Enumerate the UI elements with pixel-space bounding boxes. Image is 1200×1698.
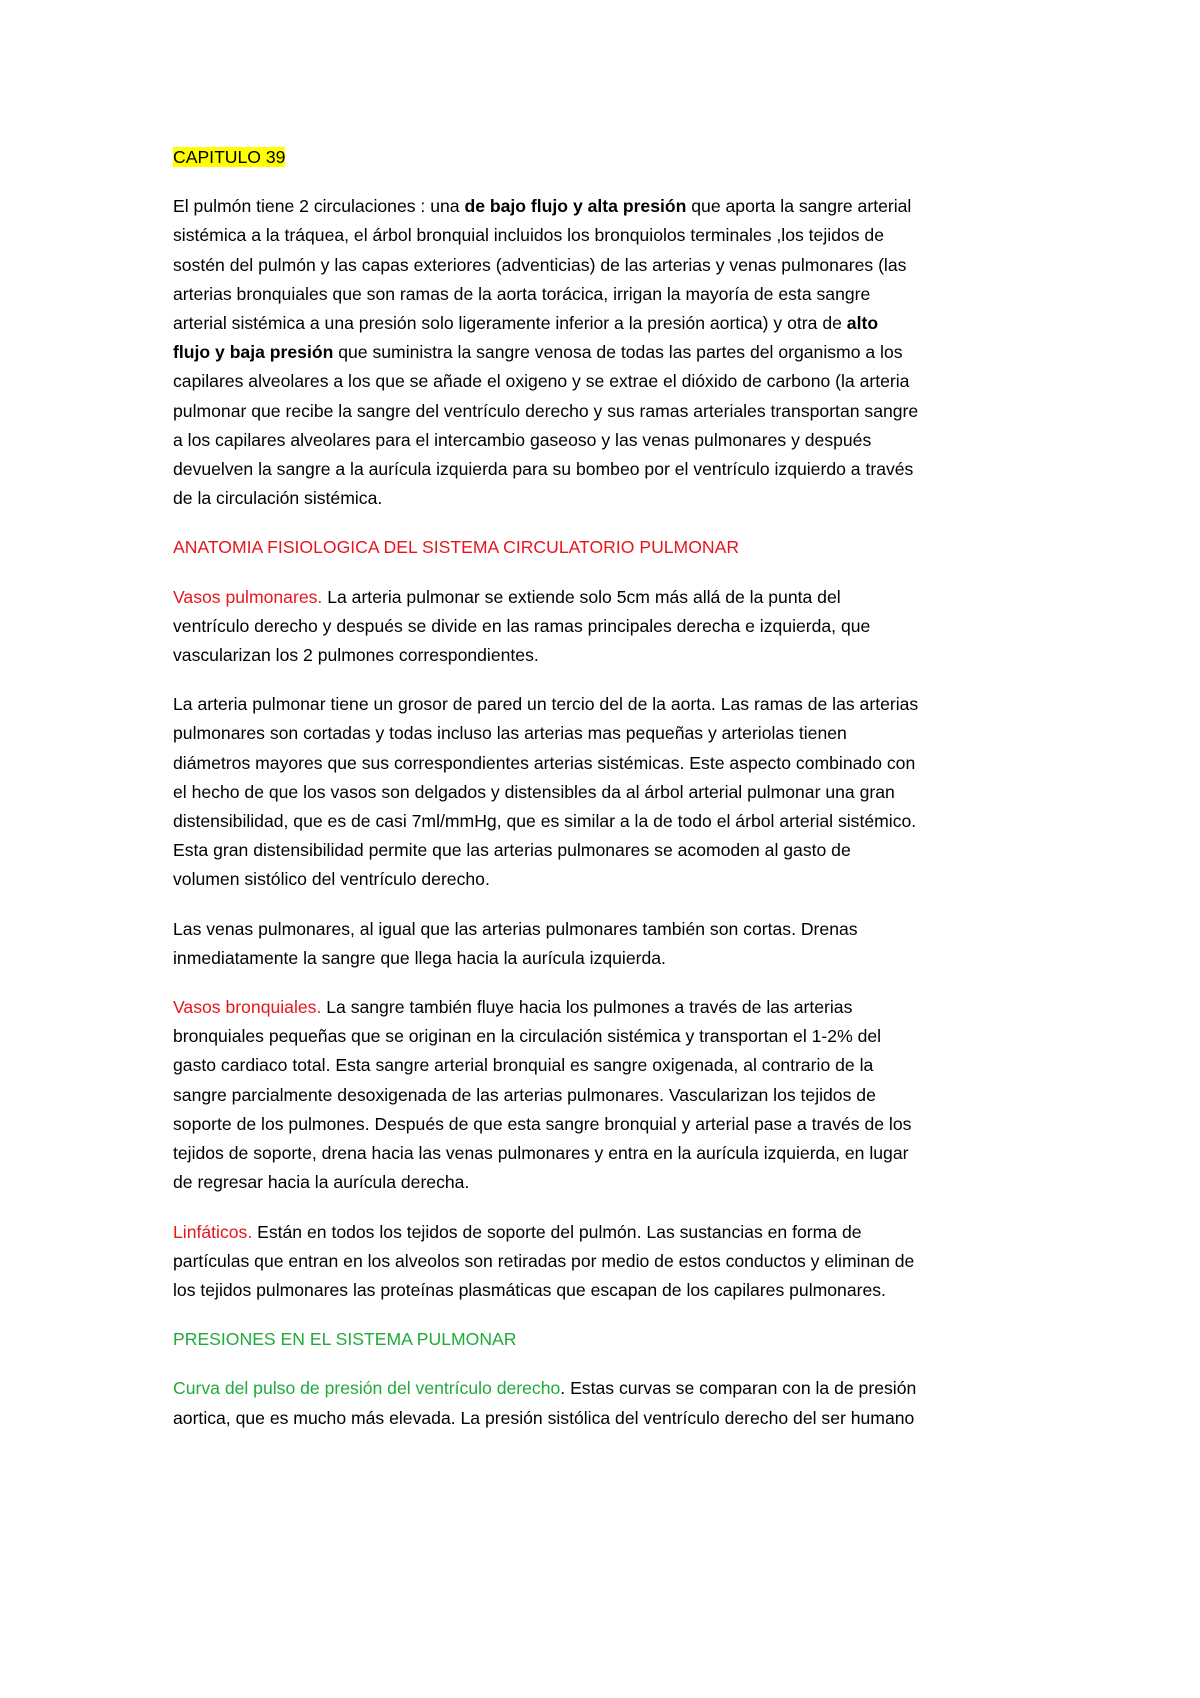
text-line	[173, 192, 1040, 221]
text-line: volumen sistólico del ventrículo derecho.	[173, 869, 490, 890]
text-line: a los capilares alveolares para el intercambio gaseoso y las venas pulmonares y después	[173, 429, 872, 450]
text-run: La arteria pulmonar se extiende solo 5cm más allá de la punta del	[322, 586, 841, 607]
text-run: El pulmón tiene 2 circulaciones : una	[173, 196, 465, 217]
text-line: diámetros mayores que sus correspondientes arterias sistémicas. Este aspecto combinado con	[173, 752, 916, 773]
arteria-pulmonar-paragraph	[173, 690, 1040, 894]
section-heading-anatomia: ANATOMIA FISIOLOGICA DEL SISTEMA CIRCULATORIO PULMONAR	[173, 537, 740, 558]
text-line: bronquiales pequeñas que se originan en la circulación sistémica y transportan el 1-2% del	[173, 1026, 882, 1047]
text-line: partículas que entran en los alveolos son retiradas por medio de estos conductos y eliminan de	[173, 1250, 915, 1271]
linfaticos-paragraph	[173, 1218, 1040, 1306]
text-line: devuelven la sangre a la aurícula izquierda para su bombeo por el ventrículo izquierdo a través	[173, 459, 914, 480]
vasos-bronquiales-paragraph	[173, 993, 1040, 1197]
text-line: sostén del pulmón y las capas exteriores (adventicias) de las arterias y venas pulmonares (las	[173, 254, 907, 275]
text-run: La sangre también fluye hacia los pulmones a través de las arterias	[321, 997, 853, 1018]
text-line: pulmonar que recibe la sangre del ventrículo derecho y sus ramas arteriales transportan sangre	[173, 400, 919, 421]
text-line: aortica, que es mucho más elevada. La presión sistólica del ventrículo derecho del ser humano	[173, 1407, 915, 1428]
text-line: Esta gran distensibilidad permite que las arterias pulmonares se acomoden al gasto de	[173, 840, 851, 861]
text-run: Están en todos los tejidos de soporte del pulmón. Las sustancias en forma de	[252, 1221, 862, 1242]
text-line: de la circulación sistémica.	[173, 488, 383, 509]
text-line: soporte de los pulmones. Después de que esta sangre bronquial y arterial pase a través de los	[173, 1113, 912, 1134]
vasos-pulmonares-paragraph	[173, 583, 1040, 671]
text-line: distensibilidad, que es de casi 7ml/mmHg, que es similar a la de todo el árbol arterial sistémico.	[173, 811, 917, 832]
curva-pulso-paragraph	[173, 1374, 1040, 1432]
subheading-vasos-pulmonares: Vasos pulmonares.	[173, 586, 323, 607]
text-run: que aporta la sangre arterial	[686, 196, 912, 217]
chapter-title-text: CAPITULO 39	[173, 147, 286, 167]
bold-text: flujo y baja presión	[173, 342, 334, 363]
intro-paragraph	[173, 192, 1040, 513]
text-line: pulmonares son cortadas y todas incluso las arterias mas pequeñas y arteriolas tienen	[173, 723, 847, 744]
text-line	[173, 1218, 1040, 1247]
text-line: gasto cardiaco total. Esta sangre arterial bronquial es sangre oxigenada, al contrario de la	[173, 1055, 874, 1076]
section-heading-presiones: PRESIONES EN EL SISTEMA PULMONAR	[173, 1329, 517, 1350]
text-run: arterial sistémica a una presión solo ligeramente inferior a la presión aortica) y otra de	[173, 313, 847, 334]
subheading-linfaticos: Linfáticos.	[173, 1221, 253, 1242]
bold-text: de bajo flujo y alta presión	[464, 196, 687, 217]
bold-text: alto	[846, 313, 879, 334]
text-line: Las venas pulmonares, al igual que las arterias pulmonares también son cortas. Drenas	[173, 918, 858, 939]
text-run: . Estas curvas se comparan con la de presión	[560, 1378, 917, 1399]
text-line: inmediatamente la sangre que llega hacia la aurícula izquierda.	[173, 947, 666, 968]
text-line: ventrículo derecho y después se divide en las ramas principales derecha e izquierda, que	[173, 615, 871, 636]
text-line: vascularizan los 2 pulmones correspondientes.	[173, 645, 539, 666]
text-line: arterias bronquiales que son ramas de la aorta torácica, irrigan la mayoría de esta sangre	[173, 283, 871, 304]
text-line: los tejidos pulmonares las proteínas plasmáticas que escapan de los capilares pulmonares.	[173, 1279, 886, 1300]
text-line	[173, 583, 1040, 612]
subheading-vasos-bronquiales: Vasos bronquiales.	[173, 997, 322, 1018]
text-line	[173, 309, 1040, 338]
chapter-title	[173, 143, 1040, 172]
text-line: sistémica a la tráquea, el árbol bronquial incluidos los bronquiolos terminales ,los tejidos de	[173, 225, 884, 246]
text-line: el hecho de que los vasos son delgados y distensibles da al árbol arterial pulmonar una gran	[173, 781, 895, 802]
text-line: tejidos de soporte, drena hacia las venas pulmonares y entra en la aurícula izquierda, en lugar	[173, 1143, 909, 1164]
text-line	[173, 1374, 1040, 1403]
venas-pulmonares-paragraph	[173, 915, 1040, 973]
text-line: capilares alveolares a los que se añade el oxigeno y se extrae el dióxido de carbono (la arteria	[173, 371, 910, 392]
text-run: que suministra la sangre venosa de todas las partes del organismo a los	[333, 342, 903, 363]
text-line	[173, 993, 1040, 1022]
text-line	[173, 338, 1040, 367]
subheading-curva-pulso: Curva del pulso de presión del ventrículo derecho	[173, 1378, 561, 1399]
text-line: sangre parcialmente desoxigenada de las arterias pulmonares. Vascularizan los tejidos de	[173, 1084, 876, 1105]
text-line: La arteria pulmonar tiene un grosor de pared un tercio del de la aorta. Las ramas de las arterias	[173, 694, 919, 715]
text-line: de regresar hacia la aurícula derecha.	[173, 1172, 470, 1193]
